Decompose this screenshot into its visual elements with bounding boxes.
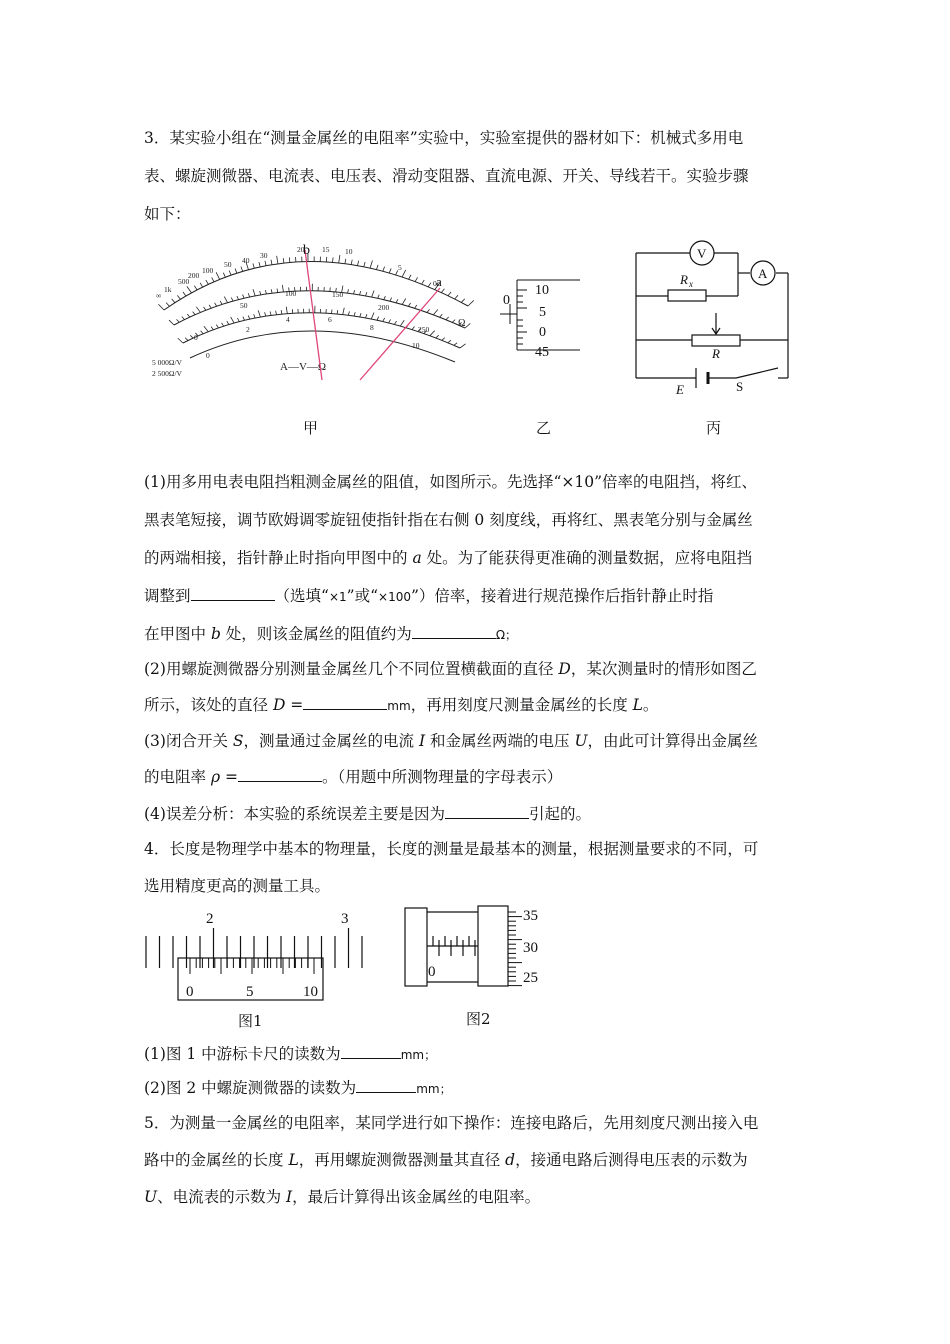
dial-tick xyxy=(220,301,222,304)
ac-tick-label: 0 xyxy=(206,351,210,360)
dial-tick xyxy=(270,311,271,315)
circuit-diagram-bing xyxy=(628,238,798,398)
caption-fig2: 图2 xyxy=(466,1010,491,1028)
dial-tick xyxy=(178,338,183,343)
dial-tick xyxy=(455,295,458,299)
dial-tick xyxy=(465,323,470,328)
dial-tick xyxy=(357,261,358,266)
dial-tick xyxy=(452,320,455,323)
dial-tick xyxy=(177,295,180,299)
ac-tick-label: 10 xyxy=(412,341,420,350)
dial-tick xyxy=(442,338,445,341)
ohm-tick-label: 20 xyxy=(297,245,305,254)
dial-tick xyxy=(183,292,186,296)
dial-tick xyxy=(277,256,278,264)
spec-label: 2 500Ω/V xyxy=(152,369,182,378)
dial-tick xyxy=(360,313,361,317)
dial-tick xyxy=(354,312,355,316)
voltmeter-label: V xyxy=(697,246,707,261)
dial-tick xyxy=(248,315,250,319)
dial-tick xyxy=(253,289,255,296)
dial-tick xyxy=(436,335,439,338)
dial-tick xyxy=(364,262,365,267)
ohm-tick-label: 15 xyxy=(322,245,330,254)
dial-tick xyxy=(271,289,272,293)
dial-tick xyxy=(339,255,340,263)
dial-tick xyxy=(365,314,366,318)
dial-tick xyxy=(158,304,164,310)
thimble-label: 35 xyxy=(523,908,538,924)
ac-tick-label: 6 xyxy=(328,315,332,324)
dial-tick xyxy=(204,326,208,331)
dial-tick xyxy=(243,317,245,321)
dc-tick-label: 50 xyxy=(240,301,248,310)
dial-tick xyxy=(345,259,346,264)
dial-tick xyxy=(383,267,385,272)
dc-tick-label: 0 xyxy=(194,333,198,342)
q5-line1: 5．为测量一金属丝的电阻率，某同学进行如下操作：连接电路后，先用刻度尺测出接入电 xyxy=(144,1114,759,1132)
main-scale-label: 2 xyxy=(206,911,214,927)
dial-tick xyxy=(446,317,449,320)
dial-tick xyxy=(196,307,200,313)
dial-tick xyxy=(248,293,249,297)
resistor-rx xyxy=(668,290,706,301)
q3-p1-line5: 在甲图中 b 处，则该金属丝的阻值约为 Ω； xyxy=(144,625,517,643)
dial-tick xyxy=(448,340,451,343)
dial-tick xyxy=(235,269,237,274)
answer-blank[interactable] xyxy=(356,1077,416,1093)
q3-p2-line1: (2)用螺旋测微器分别测量金属丝几个不同位置横截面的直径 D，某次测量时的情形如图乙 xyxy=(144,660,757,678)
dial-tick xyxy=(237,318,239,322)
center-label: A—V—Ω xyxy=(280,361,327,373)
dial-tick xyxy=(204,307,206,310)
dial-tick xyxy=(166,303,169,307)
vernier-label: 10 xyxy=(303,984,318,1000)
dial-tick xyxy=(265,290,266,294)
q3-p1-line2: 黑表笔短接，调节欧姆调零旋钮使指针指在右侧 0 刻度线，再将红、黑表笔分别与金属丝 xyxy=(144,511,753,529)
dial-tick xyxy=(389,268,391,273)
dial-tick xyxy=(412,326,414,329)
omega-label: Ω xyxy=(458,318,466,329)
micrometer-figure-yi xyxy=(495,272,590,367)
dial-tick xyxy=(343,308,345,315)
dial-tick xyxy=(337,310,338,314)
ohm-tick-label: 100 xyxy=(202,266,214,275)
dc-tick-label: 200 xyxy=(378,303,390,312)
sleeve-zero: 0 xyxy=(503,293,510,308)
dial-tick xyxy=(176,319,179,322)
dial-tick xyxy=(169,320,174,325)
q3-intro-line3: 如下： xyxy=(144,205,191,223)
dial-tick xyxy=(187,286,192,293)
rheostat-r xyxy=(692,335,740,346)
dial-tick xyxy=(283,258,284,263)
dial-tick xyxy=(428,283,431,287)
dial-tick xyxy=(448,292,451,296)
dial-tick xyxy=(259,262,260,267)
dial-tick xyxy=(260,291,261,295)
dial-tick xyxy=(223,273,225,278)
dc-tick-label: 150 xyxy=(332,290,344,299)
dial-tick xyxy=(366,292,367,296)
dial-tick xyxy=(461,299,464,303)
thimble-label: 0 xyxy=(539,325,546,340)
dial-tick xyxy=(440,314,443,317)
dial-tick xyxy=(229,271,231,276)
dial-tick xyxy=(400,320,404,326)
q3-p2-line2: 所示，该处的直径 D = mm，再用刻度尺测量金属丝的长度 L。 xyxy=(144,696,659,714)
ohm-tick-label: 10 xyxy=(345,247,353,256)
dial-tick xyxy=(390,298,392,302)
dial-tick xyxy=(265,261,266,266)
dial-tick xyxy=(276,311,277,315)
dial-tick xyxy=(454,343,457,345)
spec-label: 5 000Ω/V xyxy=(152,358,182,367)
q3-p1-line1: (1)用多用电表电阻挡粗测金属丝的阻值，如图所示。先选择“×10”倍率的电阻挡，将红、 xyxy=(144,473,758,491)
dial-tick xyxy=(286,307,287,314)
q3-intro-line1: 3．某实验小组在“测量金属丝的电阻率”实验中，实验室提供的器材如下：机械式多用电 xyxy=(144,129,744,147)
ohm-tick-label: 200 xyxy=(188,271,200,280)
ohm-tick-label: 500 xyxy=(178,277,190,286)
sleeve-zero: 0 xyxy=(428,964,436,980)
dial-tick xyxy=(333,257,334,262)
q3-intro-line2: 表、螺旋测微器、电流表、电压表、滑动变阻器、直流电源、开关、导线若干。实验步骤 xyxy=(144,167,749,185)
pointer-a xyxy=(360,288,440,380)
dial-tick xyxy=(243,295,245,299)
mark-a: a xyxy=(436,274,442,289)
dial-tick xyxy=(216,272,220,279)
dial-tick xyxy=(377,317,379,321)
answer-blank[interactable] xyxy=(341,1043,401,1059)
answer-blank[interactable] xyxy=(238,766,322,782)
rx-subscript: x xyxy=(689,279,693,289)
dial-tick xyxy=(348,311,349,315)
q4-intro-line1: 4．长度是物理学中基本的物理量，长度的测量是最基本的测量，根据测量要求的不同，可 xyxy=(144,840,759,858)
dial-tick xyxy=(201,331,204,334)
dial-tick xyxy=(427,309,429,312)
answer-blank[interactable] xyxy=(303,694,387,710)
dial-tick xyxy=(348,289,349,293)
dial-tick xyxy=(360,291,361,295)
dial-tick xyxy=(389,319,391,322)
dial-tick xyxy=(384,296,386,300)
q3-p3-line1: (3)闭合开关 S，测量通过金属丝的电流 I 和金属丝两端的电压 U，由此可计算得出金属丝 xyxy=(144,732,759,750)
dc-tick-label: 250 xyxy=(418,325,430,334)
dial-tick xyxy=(415,305,417,308)
dial-tick xyxy=(227,321,229,324)
answer-blank[interactable] xyxy=(445,803,529,819)
dial-tick xyxy=(371,313,374,319)
q5-line3: U、电流表的示数为 I，最后计算得出该金属丝的电阻率。 xyxy=(144,1188,541,1206)
dial-tick xyxy=(216,325,218,328)
multimeter-dial-figure xyxy=(150,240,480,385)
dial-tick xyxy=(194,286,197,290)
dial-tick xyxy=(231,298,233,302)
dial-tick xyxy=(422,280,425,284)
dial-tick xyxy=(241,267,243,272)
dial-tick xyxy=(185,338,188,341)
ohm-tick-label: 30 xyxy=(260,251,268,260)
dial-tick xyxy=(378,295,380,299)
dial-tick xyxy=(206,280,209,284)
dial-tick xyxy=(224,297,227,303)
q3-p3-line2: 的电阻率 ρ = 。（用题中所测物理量的字母表示） xyxy=(144,768,563,786)
q4-s2: (2)图 2 中螺旋测微器的读数为 mm； xyxy=(144,1079,452,1097)
dial-tick xyxy=(354,290,355,294)
dial-tick xyxy=(415,277,418,281)
dial-tick xyxy=(187,314,190,317)
micrometer-figure-2 xyxy=(400,904,560,989)
dial-tick xyxy=(193,312,195,315)
ac-tick-label: 4 xyxy=(286,315,290,324)
caption-bing: 丙 xyxy=(706,419,722,437)
vernier-label: 0 xyxy=(186,984,194,1000)
dial-tick xyxy=(396,299,398,303)
ohm-tick-label: 5 xyxy=(398,263,402,272)
dial-tick xyxy=(331,310,332,314)
ammeter-label: A xyxy=(758,266,768,281)
dial-tick xyxy=(376,265,378,270)
dial-tick xyxy=(271,260,272,265)
dial-tick xyxy=(253,263,254,268)
dial-tick xyxy=(277,289,278,293)
dial-tick xyxy=(212,277,214,281)
ohm-tick-label: ∞ xyxy=(156,291,162,300)
dial-tick xyxy=(289,257,290,262)
caption-fig1: 图1 xyxy=(238,1012,263,1030)
dial-tick xyxy=(182,317,185,320)
q4-intro-line2: 选用精度更高的测量工具。 xyxy=(144,877,331,895)
dial-tick xyxy=(402,270,406,277)
thimble-label: 30 xyxy=(523,940,538,956)
dc-tick-label: 100 xyxy=(285,289,297,298)
thimble-label: 45 xyxy=(535,345,549,360)
dial-tick xyxy=(190,335,193,338)
vernier-caliper-figure xyxy=(140,906,380,1006)
dial-tick xyxy=(351,260,352,265)
rx-label: R xyxy=(680,272,688,287)
dial-tick xyxy=(370,261,372,269)
q3-p4-line: (4)误差分析：本实验的系统误差主要是因为 引起的。 xyxy=(144,805,591,823)
mark-b: b xyxy=(303,243,310,258)
vernier-label: 5 xyxy=(246,984,254,1000)
ohm-tick-label: 50 xyxy=(224,260,232,269)
dial-tick xyxy=(281,310,282,314)
dial-tick xyxy=(372,291,374,298)
dial-tick xyxy=(211,327,213,330)
dial-tick xyxy=(409,275,411,279)
dial-tick xyxy=(408,303,410,306)
dial-tick xyxy=(215,303,217,306)
dial-tick xyxy=(468,300,474,306)
dial-tick xyxy=(237,296,239,300)
dial-tick xyxy=(433,309,438,314)
ac-tick-label: 2 xyxy=(246,325,250,334)
dial-tick xyxy=(222,323,224,326)
caption-yi: 乙 xyxy=(536,419,552,437)
dial-tick xyxy=(394,321,396,324)
dial-tick xyxy=(460,344,466,348)
dial-tick xyxy=(258,310,260,317)
dial-tick xyxy=(231,317,234,323)
ohm-tick-label: 40 xyxy=(242,256,250,265)
e-label: E xyxy=(676,382,684,397)
thimble-label: 5 xyxy=(539,305,546,320)
s-label: S xyxy=(736,379,744,394)
dial-tick xyxy=(172,299,175,303)
dial-tick xyxy=(430,331,435,336)
ohm-tick-label: 1k xyxy=(164,285,172,294)
answer-blank[interactable] xyxy=(412,623,496,639)
caption-jia: 甲 xyxy=(303,419,319,437)
dial-tick xyxy=(200,283,203,287)
dial-tick xyxy=(282,285,283,292)
r-label: R xyxy=(712,346,720,361)
dial-tick xyxy=(265,312,266,316)
thimble-label: 10 xyxy=(535,283,549,298)
q3-p1-line3: 的两端相接，指针静止时指向甲图中的 a 处。为了能获得更准确的测量数据，应将电阻挡 xyxy=(144,549,753,567)
ohm-tick-label: 0 xyxy=(433,279,437,288)
dial-tick xyxy=(254,314,255,318)
main-scale-label: 3 xyxy=(341,911,349,927)
q4-s1: (1)图 1 中游标卡尺的读数为 mm； xyxy=(144,1045,437,1063)
ac-tick-label: 8 xyxy=(370,323,374,332)
dial-tick xyxy=(441,289,444,293)
dial-tick xyxy=(209,305,211,308)
q5-line2: 路中的金属丝的长度 L，再用螺旋测微器测量其直径 d，接通电路后测得电压表的示数为 xyxy=(144,1151,748,1169)
thimble-label: 25 xyxy=(523,970,538,986)
q3-p1-line4: 调整到 （选填“×1”或“×100”）倍率，接着进行规范操作后指针静止时指 xyxy=(144,587,714,605)
dial-tick xyxy=(402,298,406,304)
dial-tick xyxy=(383,318,385,322)
answer-blank[interactable] xyxy=(191,585,275,601)
